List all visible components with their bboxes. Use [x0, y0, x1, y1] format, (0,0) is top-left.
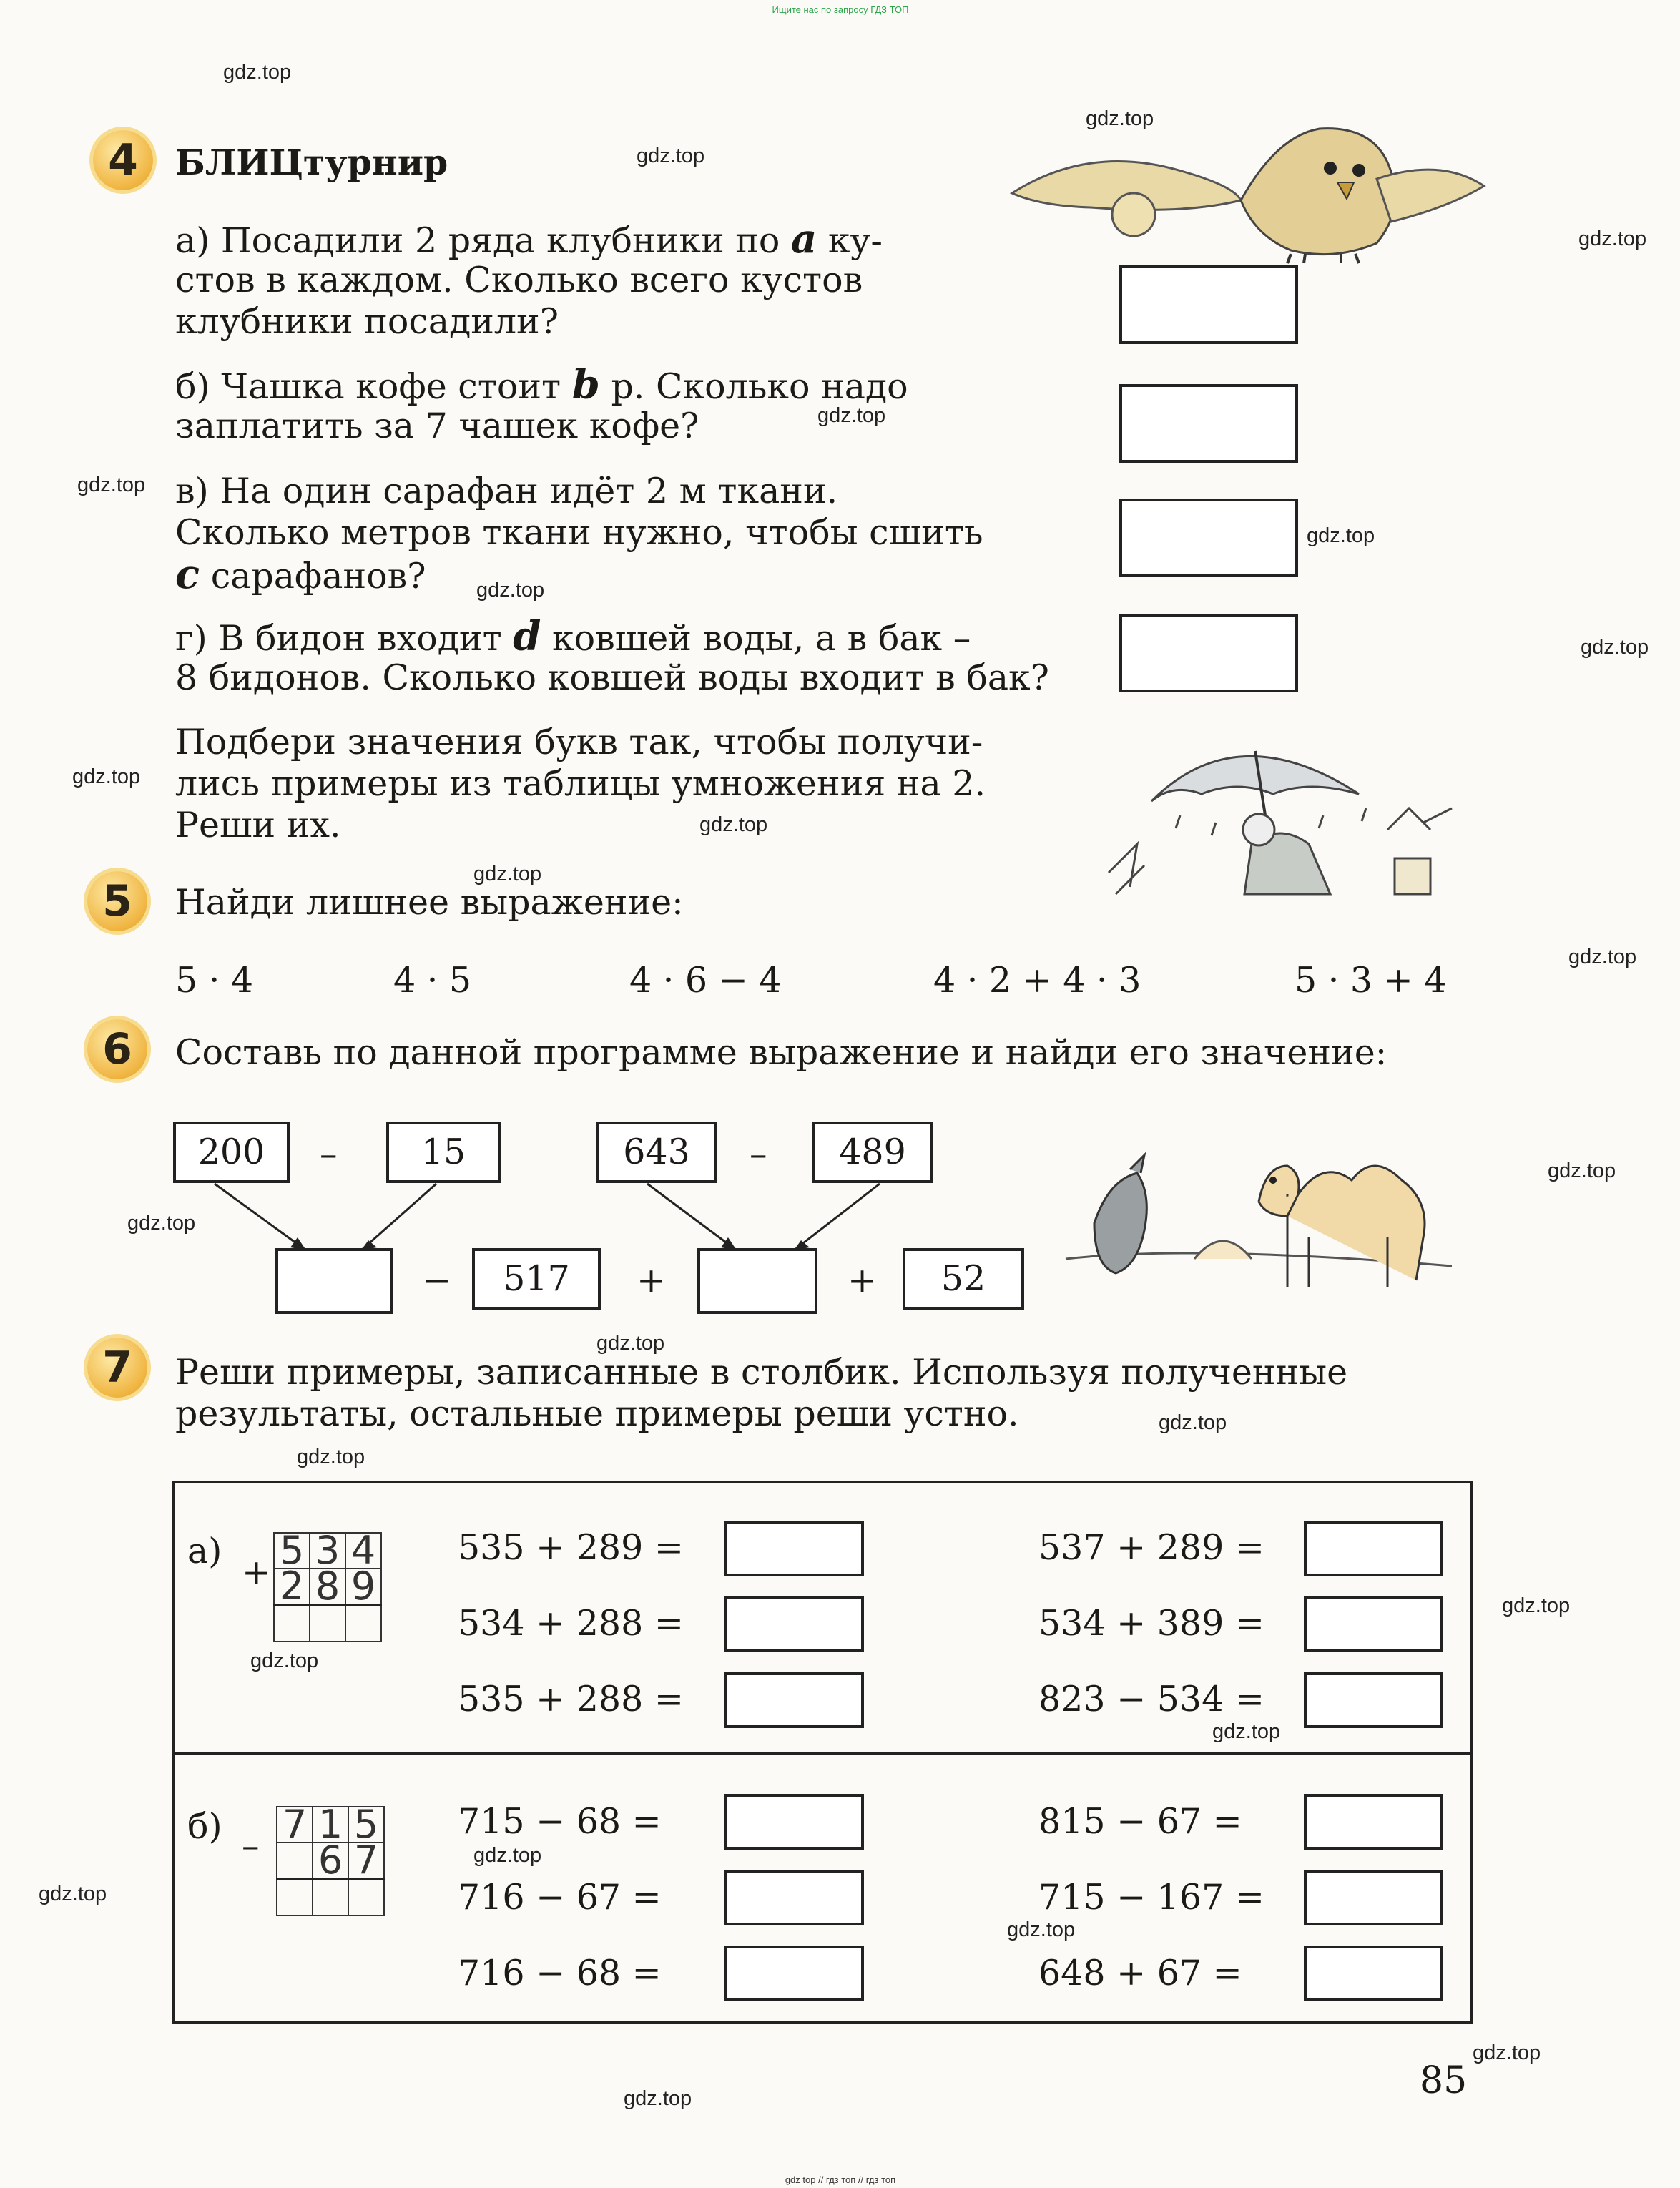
expression-option[interactable]: 4 · 5 — [393, 960, 472, 1001]
digit-cell: 3 — [310, 1533, 345, 1569]
page-number: 85 — [1420, 2059, 1468, 2102]
program-result-box[interactable] — [275, 1248, 393, 1314]
answer-box[interactable] — [1304, 1870, 1443, 1925]
answer-box[interactable] — [1304, 1596, 1443, 1652]
example: 815 − 67 = — [1038, 1801, 1242, 1842]
program-input: 643 — [596, 1122, 717, 1183]
example: 715 − 167 = — [1038, 1877, 1264, 1918]
variable-a: a — [790, 215, 817, 263]
digit-cell: 6 — [313, 1843, 348, 1879]
watermark: gdz.top — [596, 1332, 665, 1355]
watermark: gdz.top — [1502, 1594, 1571, 1617]
answer-box[interactable] — [724, 1672, 864, 1728]
program-value: 517 — [472, 1248, 601, 1310]
task4b-line2: заплатить за 7 чашек кофе? — [175, 406, 699, 446]
program-value: 52 — [903, 1248, 1024, 1310]
task-number-badge: 4 — [93, 130, 153, 190]
example: 534 + 389 = — [1038, 1603, 1264, 1644]
example: 716 − 68 = — [458, 1953, 662, 1993]
umbrella-illustration — [1094, 722, 1480, 908]
watermark: gdz.top — [1212, 1720, 1281, 1743]
watermark: gdz.top — [297, 1446, 365, 1468]
task4-note-line1: Подбери значения букв так, чтобы получи- — [175, 722, 983, 762]
program-operator: + — [637, 1260, 667, 1301]
answer-box[interactable] — [724, 1794, 864, 1850]
digit-cell: 5 — [348, 1807, 384, 1843]
task5-prompt: Найди лишнее выражение: — [175, 882, 684, 923]
example: 715 − 68 = — [458, 1801, 662, 1842]
program-operator: – — [320, 1134, 338, 1174]
digit-cell: 7 — [348, 1843, 384, 1879]
task4-note-line3: Реши их. — [175, 805, 341, 845]
watermark: gdz.top — [473, 863, 542, 885]
task-number-badge: 7 — [87, 1338, 147, 1398]
answer-box[interactable] — [1304, 1672, 1443, 1728]
answer-box[interactable] — [724, 1870, 864, 1925]
task4v-line1: в) На один сарафан идёт 2 м ткани. — [175, 471, 838, 511]
answer-box-b[interactable] — [1119, 384, 1298, 463]
digit-cell: 7 — [277, 1807, 313, 1843]
answer-box-v[interactable] — [1119, 499, 1298, 577]
task4-note-line2: лись примеры из таблицы умножения на 2. — [175, 763, 986, 804]
answer-box[interactable] — [1304, 1794, 1443, 1850]
example: 534 + 288 = — [458, 1603, 684, 1644]
column-grid — [273, 1528, 382, 1642]
task4g-line1-end: ковшей воды, а в бак – — [551, 618, 971, 659]
watermark: gdz.top — [1581, 636, 1649, 659]
variable-d: d — [513, 613, 541, 660]
watermark: gdz.top — [250, 1649, 319, 1672]
task4a-line3: клубники посадили? — [175, 301, 559, 342]
header-link[interactable]: Ищите нас по запросу ГДЗ ТОП — [772, 4, 909, 15]
answer-box[interactable] — [724, 1596, 864, 1652]
watermark: gdz.top — [1548, 1159, 1616, 1182]
watermark: gdz.top — [39, 1883, 107, 1905]
answer-box[interactable] — [1304, 1946, 1443, 2001]
digit-cell: 8 — [310, 1569, 345, 1605]
watermark: gdz.top — [72, 765, 141, 788]
watermark: gdz.top — [1159, 1411, 1227, 1434]
task4b-line1-end: р. Сколько надо — [611, 366, 908, 407]
task4g-line1: г) В бидон входит — [175, 618, 502, 659]
digit-cell: 5 — [274, 1533, 310, 1569]
task4-title: БЛИЦтурнир — [175, 142, 448, 183]
column-sign: – — [242, 1825, 260, 1866]
column-sign: + — [242, 1552, 272, 1593]
watermark: gdz.top — [637, 144, 705, 167]
expression-option[interactable]: 5 · 3 + 4 — [1295, 960, 1447, 1001]
task-number-badge: 5 — [87, 871, 147, 931]
footer-link[interactable]: gdz top // гдз топ // гдз топ — [785, 2174, 896, 2185]
program-input: 15 — [386, 1122, 501, 1183]
digit-cell: 9 — [345, 1569, 381, 1605]
program-operator: + — [848, 1260, 878, 1301]
example: 823 − 534 = — [1038, 1679, 1264, 1720]
part-label: а) — [187, 1531, 222, 1571]
task7-prompt-line1: Реши примеры, записанные в столбик. Используя полученные — [175, 1352, 1348, 1393]
watermark: gdz.top — [1473, 2041, 1541, 2064]
part-label: б) — [187, 1806, 222, 1847]
watermark: gdz.top — [473, 1844, 542, 1867]
task4v-line2: Сколько метров ткани нужно, чтобы сшить — [175, 512, 983, 553]
watermark: gdz.top — [223, 61, 292, 84]
column-grid — [276, 1802, 385, 1916]
task4a-line2: стов в каждом. Сколько всего кустов — [175, 260, 863, 300]
frame-divider — [172, 1752, 1473, 1755]
watermark: gdz.top — [127, 1212, 196, 1235]
answer-box[interactable] — [724, 1521, 864, 1576]
task4g-line2: 8 бидонов. Сколько ковшей воды входит в бак? — [175, 657, 1049, 698]
watermark: gdz.top — [77, 474, 146, 496]
task7-prompt-line2: результаты, остальные примеры реши устно. — [175, 1393, 1019, 1434]
task6-prompt: Составь по данной программе выражение и найди его значение: — [175, 1032, 1387, 1073]
example: 716 − 67 = — [458, 1877, 662, 1918]
expression-option[interactable]: 4 · 6 − 4 — [629, 960, 782, 1001]
answer-box-a[interactable] — [1119, 265, 1298, 344]
program-result-box[interactable] — [697, 1248, 817, 1314]
task4v-line3: сарафанов? — [210, 556, 426, 597]
expression-option[interactable]: 5 · 4 — [175, 960, 254, 1001]
variable-c: c — [175, 551, 200, 598]
example: 535 + 288 = — [458, 1679, 684, 1720]
watermark: gdz.top — [1086, 107, 1154, 130]
digit-cell: 1 — [313, 1807, 348, 1843]
program-operator: − — [422, 1260, 452, 1301]
program-input: 489 — [812, 1122, 933, 1183]
program-input: 200 — [173, 1122, 290, 1183]
task4b-line1: б) Чашка кофе стоит — [175, 366, 561, 407]
example: 537 + 289 = — [1038, 1527, 1264, 1568]
owl-illustration — [1005, 114, 1491, 265]
watermark: gdz.top — [476, 579, 545, 602]
watermark: gdz.top — [624, 2087, 692, 2110]
watermark: gdz.top — [1578, 227, 1647, 250]
task4a-line1-end: ку- — [827, 220, 883, 261]
task4a-line1: а) Посадили 2 ряда клубники по — [175, 220, 780, 261]
expression-option[interactable]: 4 · 2 + 4 · 3 — [933, 960, 1141, 1001]
watermark: gdz.top — [1307, 524, 1375, 547]
variable-b: b — [571, 361, 600, 408]
watermark: gdz.top — [1568, 946, 1637, 968]
digit-cell: 2 — [274, 1569, 310, 1605]
digit-cell — [277, 1843, 313, 1879]
watermark: gdz.top — [1007, 1918, 1076, 1941]
camel-illustration — [1051, 1137, 1480, 1316]
answer-box[interactable] — [724, 1946, 864, 2001]
digit-cell: 4 — [345, 1533, 381, 1569]
program-operator: – — [750, 1134, 767, 1174]
watermark: gdz.top — [817, 404, 886, 427]
watermark: gdz.top — [699, 813, 768, 836]
task-number-badge: 6 — [87, 1019, 147, 1079]
example: 648 + 67 = — [1038, 1953, 1242, 1993]
example: 535 + 289 = — [458, 1527, 684, 1568]
answer-box-g[interactable] — [1119, 614, 1298, 692]
answer-box[interactable] — [1304, 1521, 1443, 1576]
